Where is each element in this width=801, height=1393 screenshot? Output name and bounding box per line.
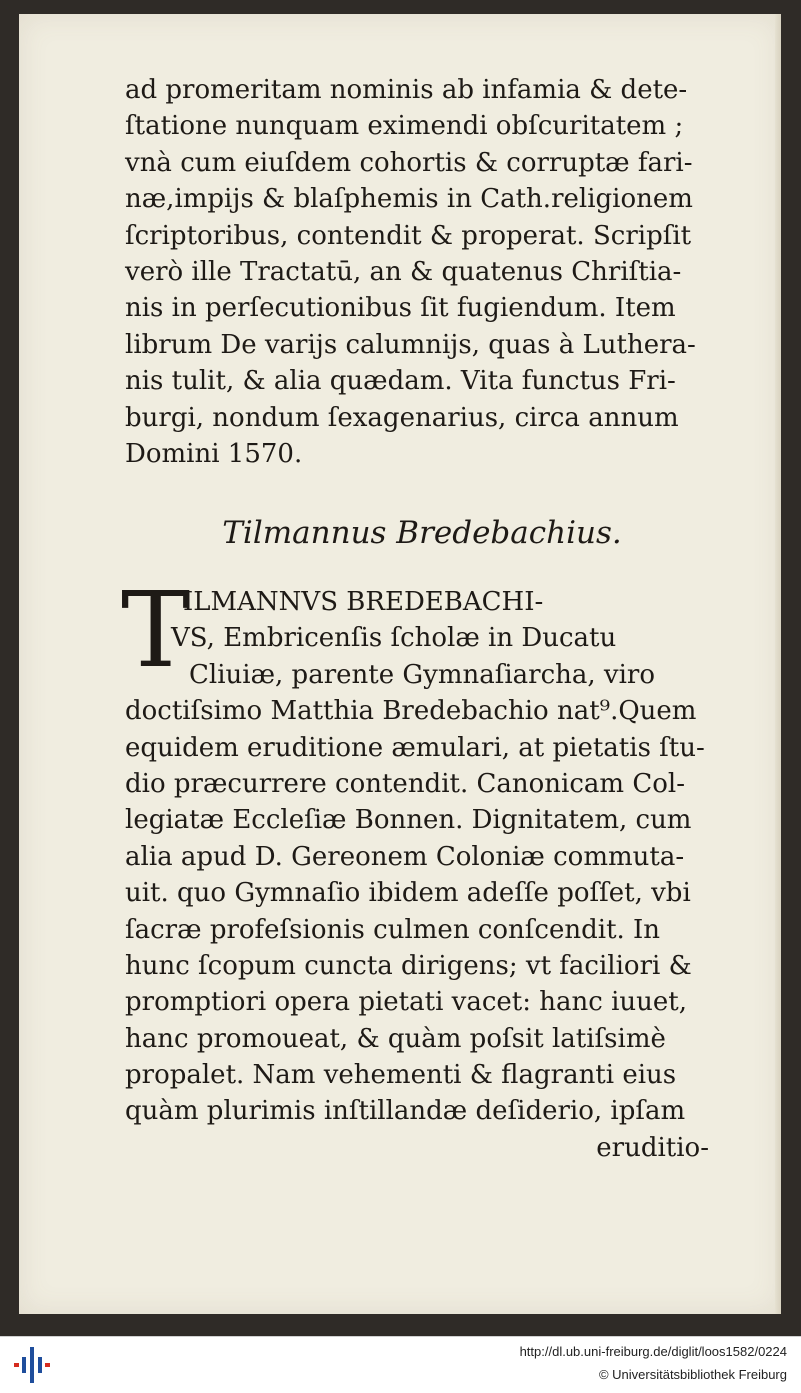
text-line: hunc ſcopum cuncta dirigens; vt faciliori & <box>125 950 692 981</box>
text-line: vnà cum eiuſdem cohortis & corruptæ fari- <box>125 147 693 178</box>
text-line: ad promeritam nominis ab infamia & dete- <box>125 75 688 105</box>
page-edge <box>775 14 781 1314</box>
text-line: propalet. Nam vehementi & flagranti eius <box>125 1060 677 1091</box>
text-line: doctiſsimo Matthia Bredebachio nat⁹.Quem <box>125 696 697 727</box>
copyright-text: © Universitätsbibliothek Freiburg <box>598 1367 787 1382</box>
book-page <box>19 14 781 1314</box>
drop-cap: T <box>121 569 191 691</box>
text-line: alia apud D. Gereonem Coloniæ commuta- <box>125 841 685 872</box>
text-line: legiatæ Eccleſiæ Bonnen. Dignitatem, cum <box>125 805 692 836</box>
text-line: dio præcurrere contendit. Canonicam Col- <box>125 768 685 799</box>
paragraph-first <box>125 72 719 472</box>
footer-bar <box>0 1336 801 1393</box>
text-line: verò ille Tractatū, an & quatenus Chriſtia- <box>125 256 682 287</box>
text-block <box>121 72 719 1163</box>
text-line: VS, Embricenſis ſcholæ in Ducatu <box>171 623 617 654</box>
text-line: uit. quo Gymnaſio ibidem adeſſe poſſet, vbi <box>125 878 691 909</box>
text-line: nis in perſecutionibus ſit fugiendum. Item <box>125 293 676 324</box>
text-line: ſcriptoribus, contendit & properat. Scripſit <box>125 220 692 251</box>
ub-freiburg-logo-icon[interactable] <box>14 1347 50 1383</box>
text-line: equidem eruditione æmulari, at pietatis ſtu- <box>125 732 705 763</box>
catchword: eruditio- <box>596 1132 709 1163</box>
text-line: ſtatione nunquam eximendi obſcuritatem ; <box>125 111 684 142</box>
text-line: burgi, nondum ſexagenarius, circa annum <box>125 402 679 433</box>
text-line: librum De varijs calumnijs, quas à Luthera- <box>125 329 696 360</box>
text-line: næ,impijs & blaſphemis in Cath.religionem <box>125 184 693 215</box>
text-line: quàm plurimis inſtillandæ deſiderio, ipſam <box>125 1096 686 1127</box>
page-url-link[interactable]: http://dl.ub.uni-freiburg.de/diglit/loos1582/0224 <box>519 1344 787 1359</box>
text-line: ILMANNVS BREDEBACHI- <box>183 587 544 617</box>
text-line: Domini 1570. <box>125 438 303 469</box>
text-line: nis tulit, & alia quædam. Vita functus Fri- <box>125 366 676 397</box>
paragraph-second <box>121 569 719 1166</box>
text-line: promptiori opera pietati vacet: hanc iuuet, <box>125 987 687 1018</box>
text-line: hanc promoueat, & quàm poſsit latiſsimè <box>125 1023 666 1054</box>
section-heading: Tilmannus Bredebachius. <box>222 515 622 551</box>
text-line: ſacræ profeſsionis culmen conſcendit. In <box>125 914 661 945</box>
text-line: Cliuiæ, parente Gymnaſiarcha, viro <box>189 659 656 690</box>
